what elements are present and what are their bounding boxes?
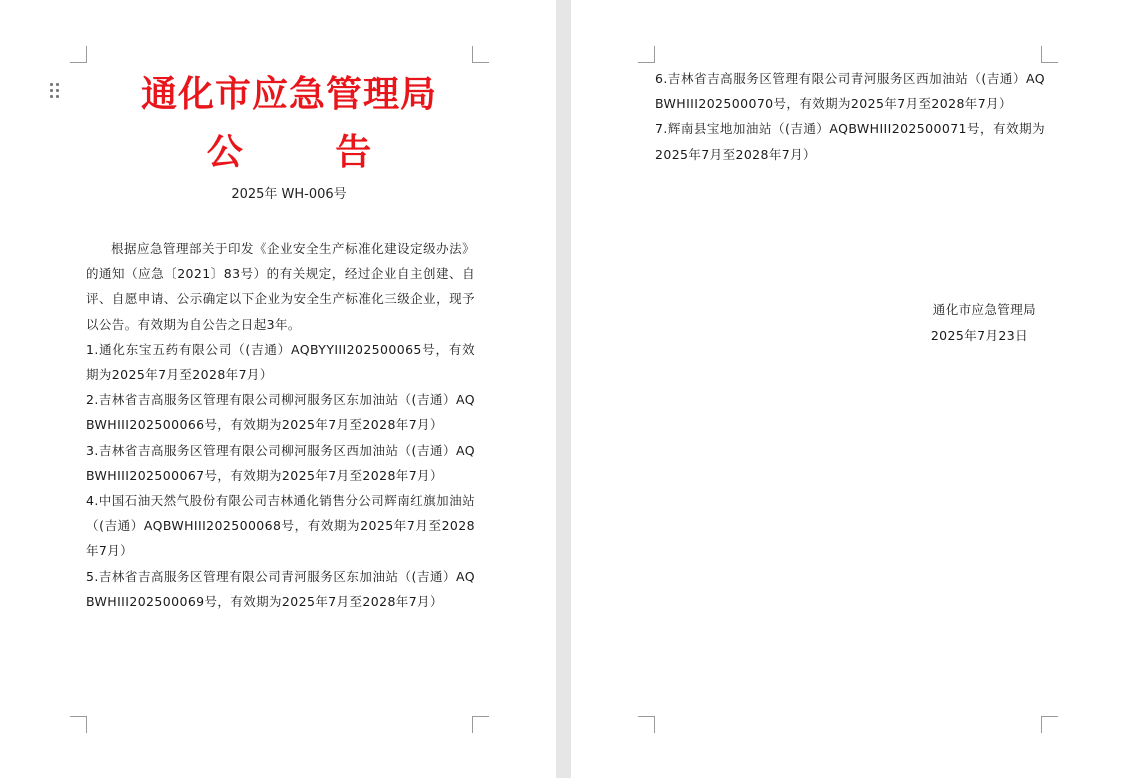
list-item: 5.吉林省吉高服务区管理有限公司青河服务区东加油站（(吉通）AQBWHIII202500069号，有效期为2025年7月至2028年7月） — [86, 568, 475, 609]
list-item: 3.吉林省吉高服务区管理有限公司柳河服务区西加油站（(吉通）AQBWHIII202500067号，有效期为2025年7月至2028年7月） — [86, 442, 475, 483]
document-title-notice: 公 告 — [206, 131, 372, 173]
list-item: 6.吉林省吉高服务区管理有限公司青河服务区西加油站（(吉通）AQBWHIII202500070号，有效期为2025年7月至2028年7月） — [655, 71, 1045, 112]
list-item: 2.吉林省吉高服务区管理有限公司柳河服务区东加油站（(吉通）AQBWHIII202500066号，有效期为2025年7月至2028年7月） — [86, 392, 475, 433]
signature-date: 2025年7月23日 — [930, 328, 1028, 343]
list-item: 7.辉南县宝地加油站（(吉通）AQBWHIII202500071号，有效期为2025年7月至2028年7月） — [655, 121, 1045, 162]
document-page-1[interactable] — [0, 0, 556, 778]
crop-mark-bottom-right — [472, 716, 489, 733]
crop-mark-top-left — [638, 46, 655, 63]
crop-mark-bottom-left — [638, 716, 655, 733]
document-body-continued[interactable] — [655, 66, 1045, 167]
list-item: 1.通化东宝五药有限公司（(吉通）AQBYYIII202500065号，有效期为2025年7月至2028年7月） — [86, 341, 475, 383]
intro-paragraph: 根据应急管理部关于印发《企业安全生产标准化建设定级办法》的通知（应急〔2021〕83号）的有关规定，经过企业自主创建、自评、自愿申请、公示确定以下企业为安全生产标准化三级企业，现予以公告。有效期为自公告之日起3年。 — [86, 241, 475, 332]
table-move-handle-icon[interactable] — [50, 83, 60, 101]
list-item: 4.中国石油天然气股份有限公司吉林通化销售分公司辉南红旗加油站（(吉通）AQBWHIII202500068号，有效期为2025年7月至2028年7月） — [86, 493, 475, 559]
document-title-organization: 通化市应急管理局 — [140, 73, 437, 115]
crop-mark-top-left — [70, 46, 87, 63]
document-number: 2025年 WH-006号 — [231, 187, 347, 202]
crop-mark-bottom-left — [70, 716, 87, 733]
crop-mark-top-right — [1041, 46, 1058, 63]
crop-mark-bottom-right — [1041, 716, 1058, 733]
signature-organization: 通化市应急管理局 — [932, 302, 1036, 317]
document-page-2[interactable] — [571, 0, 1126, 778]
document-body[interactable] — [86, 236, 475, 614]
crop-mark-top-right — [472, 46, 489, 63]
